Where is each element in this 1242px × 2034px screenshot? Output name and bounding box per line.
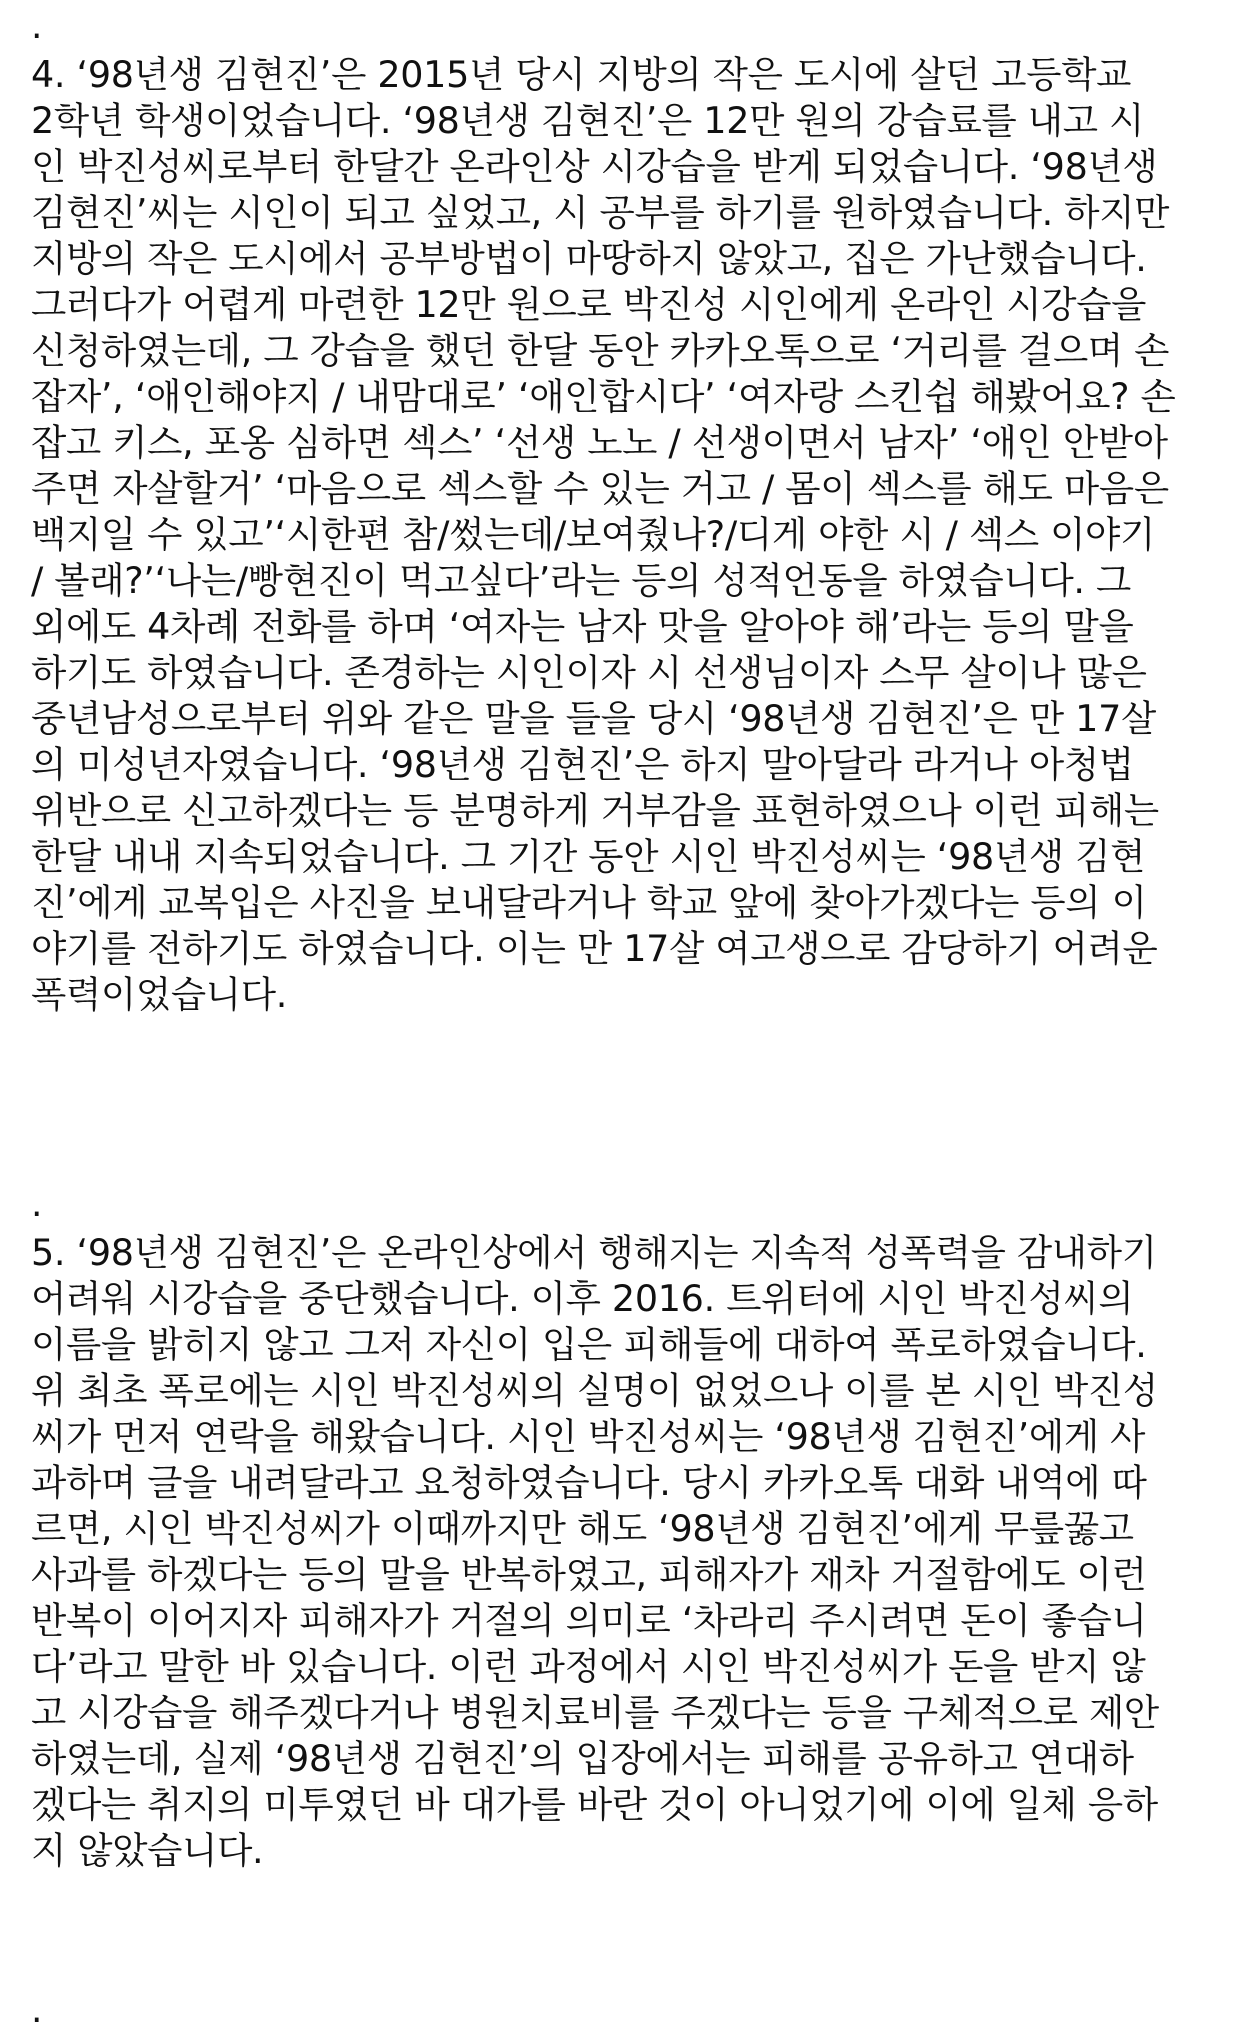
text-line: 이름을 밝히지 않고 그저 자신이 입은 피해들에 대하여 폭로하였습니다. xyxy=(31,1323,1147,1366)
text-line: 폭력이었습니다. xyxy=(31,973,288,1016)
text-line: 겠다는 취지의 미투였던 바 대가를 바란 것이 아니었기에 이에 일체 응하 xyxy=(31,1783,1158,1826)
text-line: 사과를 하겠다는 등의 말을 반복하였고, 피해자가 재차 거절함에도 이런 xyxy=(31,1553,1147,1596)
text-line: 위 최초 폭로에는 시인 박진성씨의 실명이 없었으나 이를 본 시인 박진성 xyxy=(31,1369,1158,1412)
text-line: 하기도 하였습니다. 존경하는 시인이자 시 선생님이자 스무 살이나 많은 xyxy=(31,651,1147,694)
text-line: 백지일 수 있고’‘시한편 참/썼는데/보여줬나?/디게 야한 시 / 섹스 이야기 xyxy=(31,513,1155,556)
text-line: 잡고 키스, 포옹 심하면 섹스’ ‘선생 노노 / 선생이면서 남자’ ‘애인 안받아 xyxy=(31,421,1168,464)
text-line: 어려워 시강습을 중단했습니다. 이후 2016. 트위터에 시인 박진성씨의 xyxy=(31,1277,1134,1320)
text-line: 잡자’, ‘애인해야지 / 내맘대로’ ‘애인합시다’ ‘여자랑 스킨쉽 해봤어요? 손 xyxy=(31,375,1176,418)
text-line: 주면 자살할거’ ‘마음으로 섹스할 수 있는 거고 / 몸이 섹스를 해도 마음은 xyxy=(31,467,1169,510)
text-line: 다’라고 말한 바 있습니다. 이런 과정에서 시인 박진성씨가 돈을 받지 않 xyxy=(31,1645,1146,1688)
text-line: 반복이 이어지자 피해자가 거절의 의미로 ‘차라리 주시려면 돈이 좋습니 xyxy=(31,1599,1147,1642)
text-line: 4. ‘98년생 김현진’은 2015년 당시 지방의 작은 도시에 살던 고등학교 xyxy=(31,53,1132,96)
text-line: 하였는데, 실제 ‘98년생 김현진’의 입장에서는 피해를 공유하고 연대하 xyxy=(31,1737,1134,1780)
text-line: 지방의 작은 도시에서 공부방법이 마땅하지 않았고, 집은 가난했습니다. xyxy=(31,237,1147,280)
text-line: 위반으로 신고하겠다는 등 분명하게 거부감을 표현하였으나 이런 피해는 xyxy=(31,789,1159,832)
text-line: 씨가 먼저 연락을 해왔습니다. 시인 박진성씨는 ‘98년생 김현진’에게 사 xyxy=(31,1415,1146,1458)
text-line: 한달 내내 지속되었습니다. 그 기간 동안 시인 박진성씨는 ‘98년생 김현 xyxy=(31,835,1146,878)
text-line: 김현진’씨는 시인이 되고 싶었고, 시 공부를 하기를 원하였습니다. 하지만 xyxy=(31,191,1170,234)
text-line: 2학년 학생이었습니다. ‘98년생 김현진’은 12만 원의 강습료를 내고 시 xyxy=(31,99,1144,142)
text-line: 지 않았습니다. xyxy=(31,1829,264,1872)
paragraph-4 xyxy=(31,52,1221,1018)
text-line: 진’에게 교복입은 사진을 보내달라거나 학교 앞에 찾아가겠다는 등의 이 xyxy=(31,881,1147,924)
separator-dot: . xyxy=(31,1184,43,1225)
text-line: 과하며 글을 내려달라고 요청하였습니다. 당시 카카오톡 대화 내역에 따 xyxy=(31,1461,1147,1504)
text-line: 인 박진성씨로부터 한달간 온라인상 시강습을 받게 되었습니다. ‘98년생 xyxy=(31,145,1158,188)
text-line: 외에도 4차례 전화를 하며 ‘여자는 남자 맛을 알아야 해’라는 등의 말을 xyxy=(31,605,1134,648)
text-line: 신청하였는데, 그 강습을 했던 한달 동안 카카오톡으로 ‘거리를 걸으며 손 xyxy=(31,329,1170,372)
separator-dot: . xyxy=(31,1990,43,2031)
text-line: 르면, 시인 박진성씨가 이때까지만 해도 ‘98년생 김현진’에게 무릎꿇고 xyxy=(31,1507,1134,1550)
separator-dot: . xyxy=(31,6,43,47)
text-line: 중년남성으로부터 위와 같은 말을 들을 당시 ‘98년생 김현진’은 만 17살 xyxy=(31,697,1156,740)
text-line: 의 미성년자였습니다. ‘98년생 김현진’은 하지 말아달라 라거나 아청법 xyxy=(31,743,1134,786)
text-line: / 볼래?’‘나는/빵현진이 먹고싶다’라는 등의 성적언동을 하였습니다. 그 xyxy=(31,559,1131,602)
paragraph-5 xyxy=(31,1230,1221,1874)
text-line: 야기를 전하기도 하였습니다. 이는 만 17살 여고생으로 감당하기 어려운 xyxy=(31,927,1158,970)
text-line: 그러다가 어렵게 마련한 12만 원으로 박진성 시인에게 온라인 시강습을 xyxy=(31,283,1147,326)
text-line: 고 시강습을 해주겠다거나 병원치료비를 주겠다는 등을 구체적으로 제안 xyxy=(31,1691,1159,1734)
text-line: 5. ‘98년생 김현진’은 온라인상에서 행해지는 지속적 성폭력을 감내하기 xyxy=(31,1231,1157,1274)
